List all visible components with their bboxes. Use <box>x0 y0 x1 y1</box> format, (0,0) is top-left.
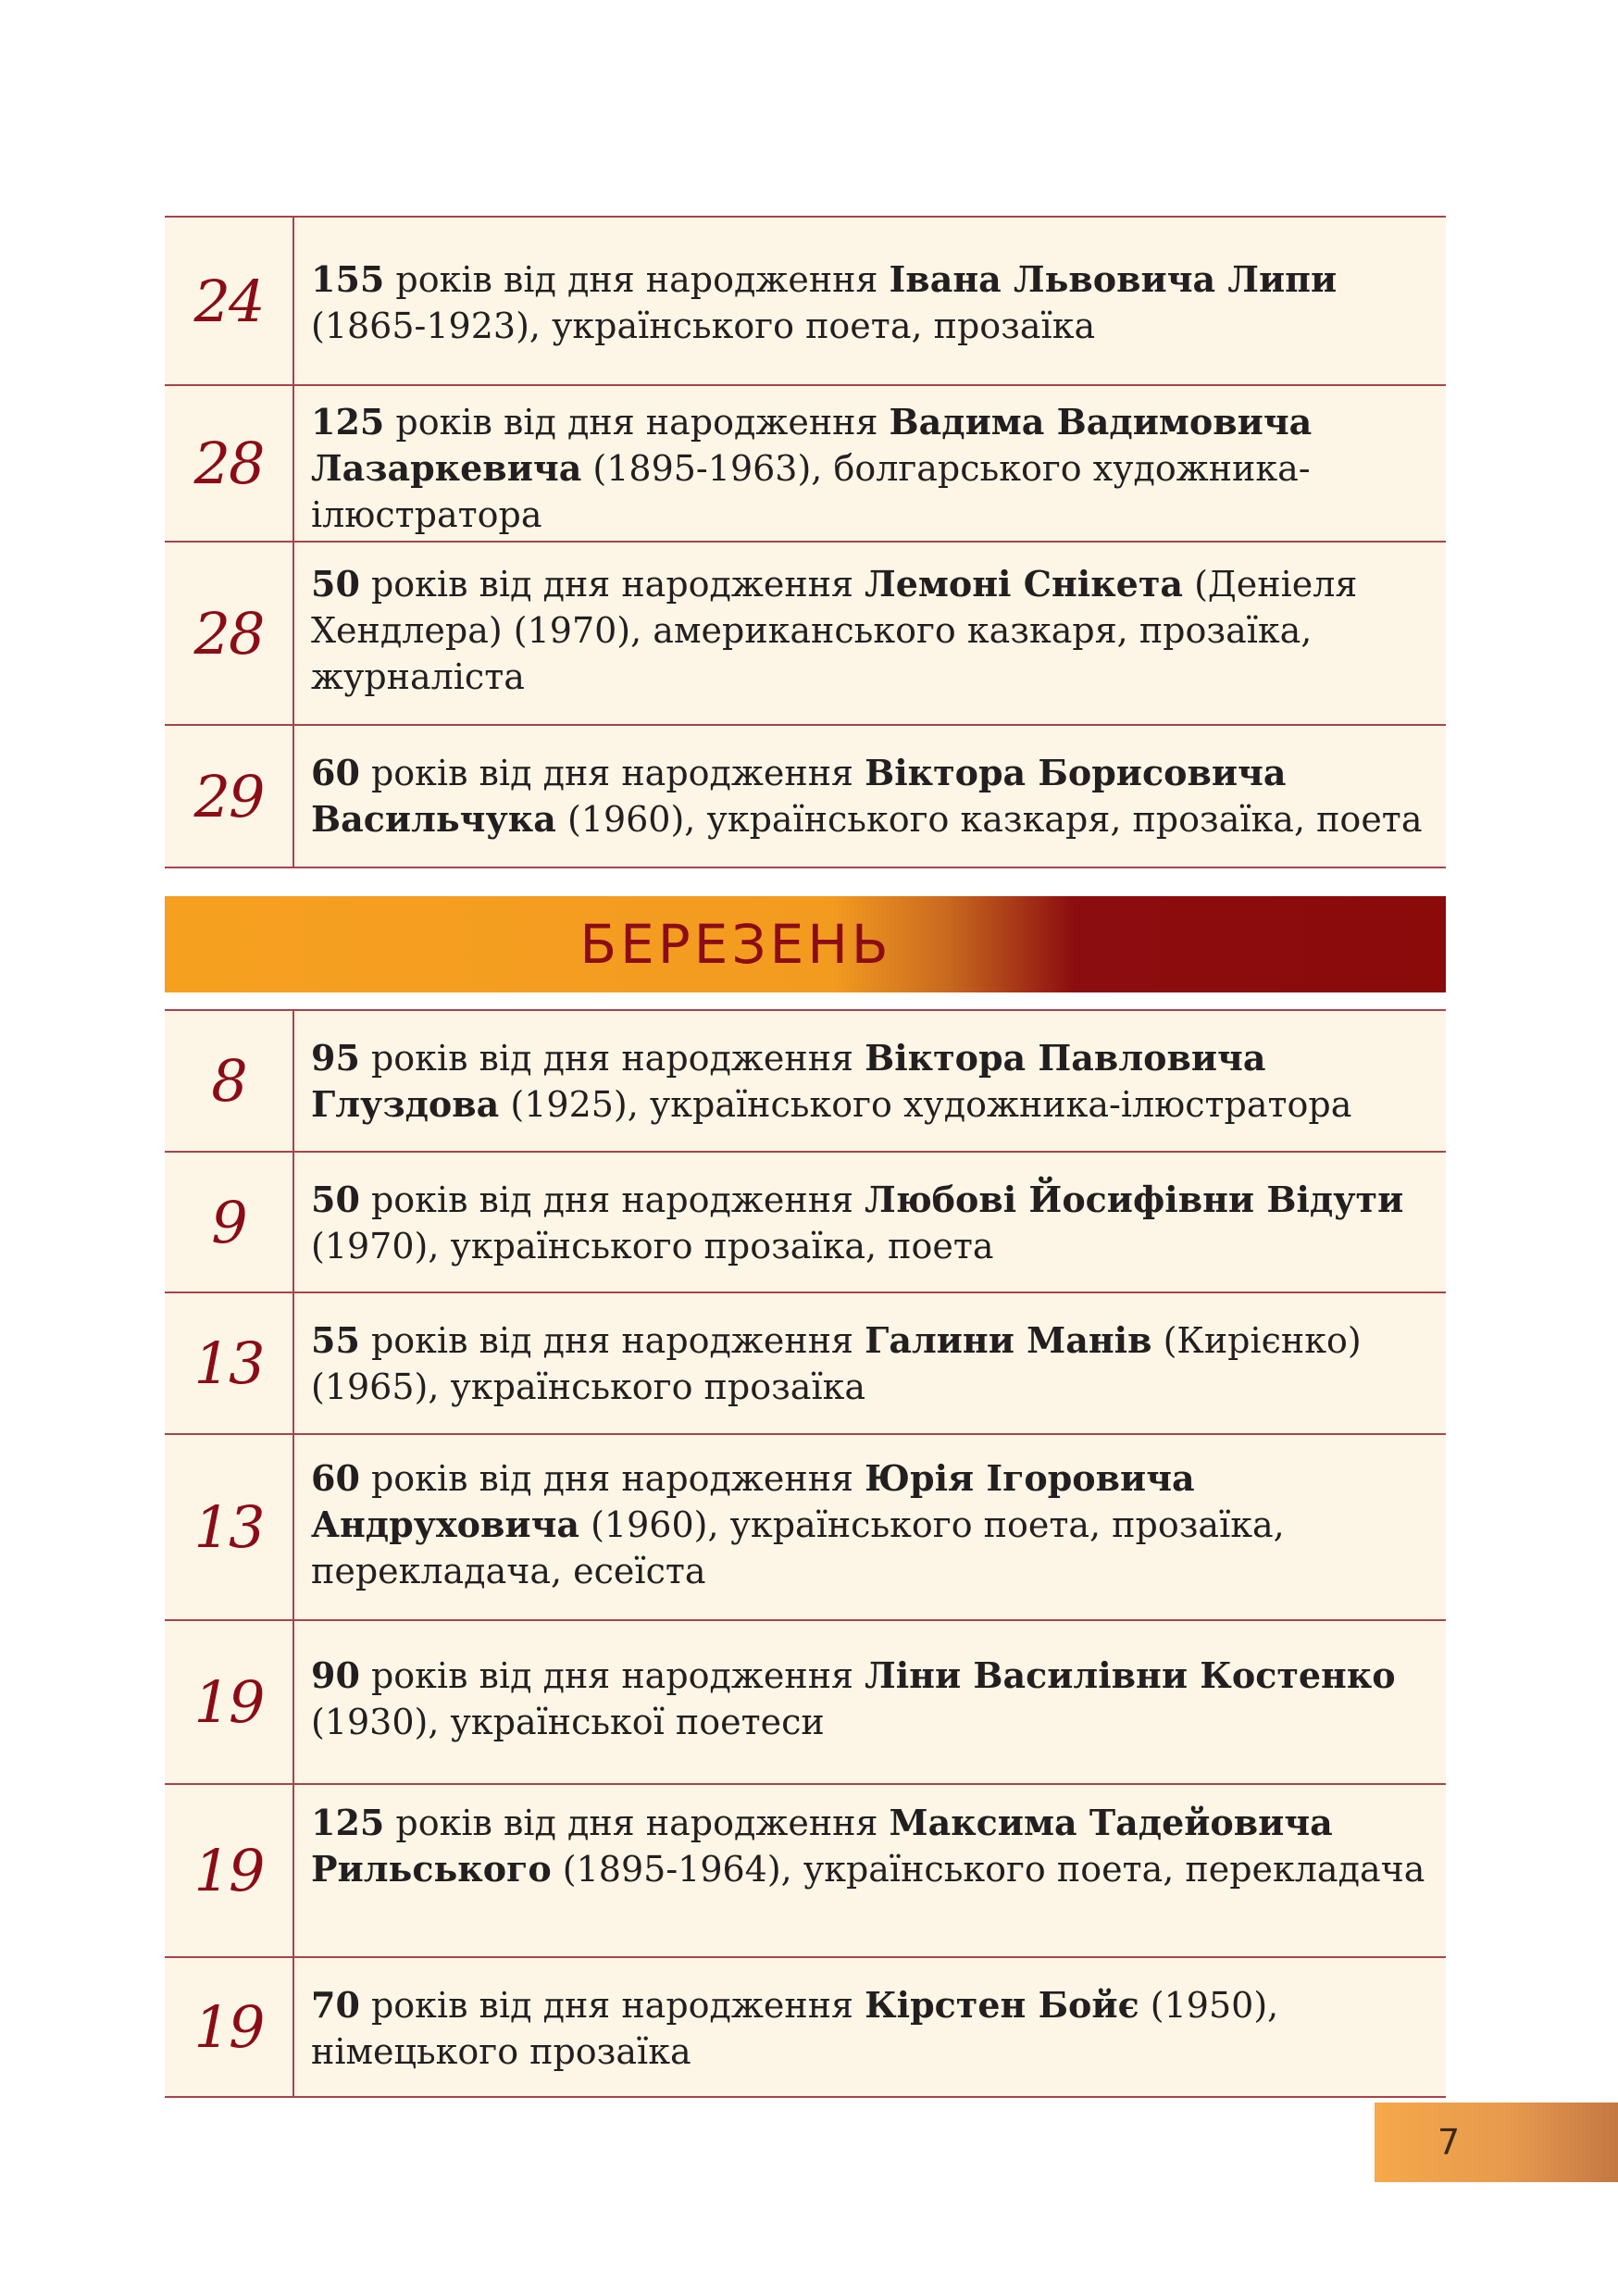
anniversary-table-march <box>165 1009 1446 2098</box>
row-text <box>294 1785 1446 1956</box>
table-row <box>165 726 1446 868</box>
row-day: 24 <box>165 218 294 384</box>
person-name: Максима Тадейовича Рильського <box>311 1802 1333 1890</box>
row-text <box>294 543 1446 724</box>
years-count: 125 <box>311 1802 385 1843</box>
row-details: (1895-1964), українського поета, перекладача <box>551 1849 1425 1890</box>
row-text <box>294 1011 1446 1151</box>
row-mid: років від дня народження <box>359 1179 865 1220</box>
month-title: БЕРЕЗЕНЬ <box>579 913 892 976</box>
person-name: Віктора Павловича Глуздова <box>311 1037 1266 1125</box>
row-mid: років від дня народження <box>384 259 890 300</box>
row-day: 19 <box>165 1621 294 1783</box>
row-details: (1950), німецького прозаїка <box>311 1985 1279 2072</box>
table-row <box>165 543 1446 726</box>
row-text <box>294 1435 1446 1619</box>
row-mid: років від дня народження <box>359 1458 865 1499</box>
row-text <box>294 386 1446 541</box>
years-count: 90 <box>311 1654 360 1696</box>
row-text <box>294 1621 1446 1783</box>
row-details: (1930), української поетеси <box>311 1702 825 1742</box>
page-number: 7 <box>1438 2122 1461 2163</box>
row-details: (Деніеля Хендлера) (1970), американського казкаря, прозаїка, журналіста <box>311 564 1358 697</box>
table-row <box>165 386 1446 543</box>
row-day: 9 <box>165 1153 294 1292</box>
table-row <box>165 1435 1446 1621</box>
person-name: Любові Йосифівни Відути <box>865 1179 1404 1220</box>
row-day: 28 <box>165 543 294 724</box>
row-mid: років від дня народження <box>359 1985 865 2026</box>
page-number-tab <box>1375 2103 1618 2182</box>
month-banner <box>165 896 1446 992</box>
years-count: 55 <box>311 1319 360 1361</box>
years-count: 60 <box>311 752 360 793</box>
years-count: 125 <box>311 401 385 443</box>
row-mid: років від дня народження <box>359 753 865 793</box>
row-text <box>294 1153 1446 1292</box>
row-day: 28 <box>165 386 294 541</box>
anniversary-table-top <box>165 216 1446 868</box>
row-text <box>294 1958 1446 2096</box>
row-day: 19 <box>165 1958 294 2096</box>
person-name: Лемоні Снікета <box>865 563 1183 605</box>
table-row <box>165 1785 1446 1958</box>
row-day: 19 <box>165 1785 294 1956</box>
row-details: (1970), українського прозаїка, поета <box>311 1226 994 1267</box>
row-text <box>294 218 1446 384</box>
years-count: 70 <box>311 1984 360 2026</box>
row-details: (1960), українського поета, прозаїка, перекладача, есеїста <box>311 1504 1285 1591</box>
person-name: Івана Львовича Липи <box>889 258 1338 300</box>
years-count: 155 <box>311 258 385 300</box>
table-row <box>165 1293 1446 1435</box>
person-name: Ліни Василівни Костенко <box>865 1654 1396 1696</box>
row-text <box>294 726 1446 867</box>
years-count: 95 <box>311 1037 360 1079</box>
table-row <box>165 216 1446 386</box>
row-details: (1960), українського казкаря, прозаїка, поета <box>555 799 1423 840</box>
row-mid: років від дня народження <box>359 1038 865 1079</box>
row-details: (1925), українського художника-ілюстратора <box>499 1084 1352 1125</box>
table-row <box>165 1153 1446 1293</box>
row-day: 29 <box>165 726 294 867</box>
years-count: 50 <box>311 1179 360 1220</box>
table-row <box>165 1958 1446 2098</box>
table-row <box>165 1009 1446 1153</box>
row-day: 13 <box>165 1435 294 1619</box>
row-mid: років від дня народження <box>384 1803 890 1843</box>
row-details: (Кирієнко) (1965), українського прозаїка <box>311 1320 1362 1407</box>
person-name: Кірстен Бойє <box>865 1984 1139 2026</box>
person-name: Юрія Ігоровича Андруховича <box>311 1457 1195 1545</box>
row-day: 13 <box>165 1293 294 1433</box>
row-mid: років від дня народження <box>359 564 865 605</box>
row-details: (1865-1923), українського поета, прозаїка <box>311 306 1096 346</box>
row-mid: років від дня народження <box>359 1320 865 1361</box>
row-text <box>294 1293 1446 1433</box>
years-count: 60 <box>311 1457 360 1499</box>
person-name: Віктора Борисовича Васильчука <box>311 752 1287 840</box>
row-details: (1895-1963), болгарського художника-ілюстратора <box>311 448 1311 535</box>
row-mid: років від дня народження <box>384 402 890 443</box>
years-count: 50 <box>311 563 360 605</box>
table-row <box>165 1621 1446 1785</box>
row-mid: років від дня народження <box>359 1655 865 1696</box>
person-name: Вадима Вадимовича Лазаркевича <box>311 401 1313 489</box>
person-name: Галини Манів <box>865 1319 1152 1361</box>
row-day: 8 <box>165 1011 294 1151</box>
